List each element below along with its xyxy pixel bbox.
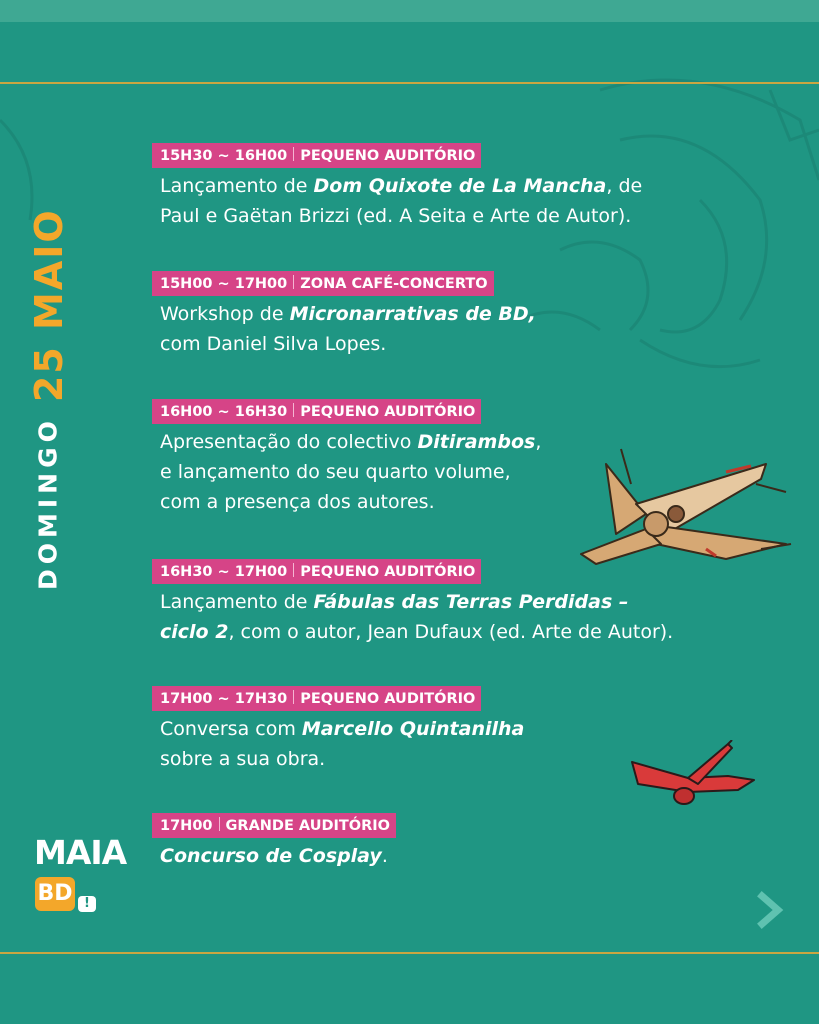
starfighter-illustration xyxy=(576,444,796,584)
event-title: Concurso de Cosplay xyxy=(160,845,382,867)
event-title: Ditirambos xyxy=(417,431,536,453)
event-time-tag xyxy=(152,271,494,296)
maia-bd-logo xyxy=(34,833,127,924)
event-description: Conversa com Marcello Quintanilha sobre a sua obra. xyxy=(160,718,525,770)
event-title: Dom Quixote de La Mancha xyxy=(313,175,607,197)
event-item xyxy=(152,686,524,774)
event-description: Workshop de Micronarrativas de BD, com Daniel Silva Lopes. xyxy=(160,303,536,355)
event-location: PEQUENO AUDITÓRIO xyxy=(300,404,476,420)
logo-bd-badge: BD xyxy=(35,877,75,911)
event-description: Concurso de Cosplay. xyxy=(160,845,388,867)
event-time-tag xyxy=(152,813,396,838)
date-heading xyxy=(26,208,71,590)
event-title: Fábulas das Terras Perdidas – xyxy=(313,591,629,613)
date: 25 MAIO xyxy=(26,208,71,403)
event-location: PEQUENO AUDITÓRIO xyxy=(300,564,476,580)
event-time: 16H30 ~ 17H00 xyxy=(160,564,288,580)
event-item xyxy=(152,813,396,871)
event-time: 16H00 ~ 16H30 xyxy=(160,404,288,420)
event-location: PEQUENO AUDITÓRIO xyxy=(300,148,476,164)
event-time-tag xyxy=(152,686,481,711)
event-description: Lançamento de Fábulas das Terras Perdidas – ciclo 2, com o autor, Jean Dufaux (ed. Arte de Autor). xyxy=(160,591,674,643)
event-location: GRANDE AUDITÓRIO xyxy=(225,818,390,834)
event-location: ZONA CAFÉ-CONCERTO xyxy=(300,276,488,292)
red-spaceship-illustration xyxy=(628,740,760,814)
event-time-tag xyxy=(152,559,481,584)
event-description: Lançamento de Dom Quixote de La Mancha, de Paul e Gaëtan Brizzi (ed. A Seita e Arte de Autor). xyxy=(160,175,643,227)
event-title: Marcello Quintanilha xyxy=(301,718,525,740)
event-time-tag xyxy=(152,399,481,424)
event-item xyxy=(152,143,642,231)
logo-speech-bubble: ! xyxy=(78,896,96,912)
event-time: 15H00 ~ 17H00 xyxy=(160,276,288,292)
event-time: 15H30 ~ 16H00 xyxy=(160,148,288,164)
event-item xyxy=(152,399,541,517)
day-of-week: DOMINGO xyxy=(33,416,63,590)
top-divider xyxy=(0,82,819,84)
event-time-tag xyxy=(152,143,481,168)
event-description: Apresentação do colectivo Ditirambos, e lançamento do seu quarto volume, com a presença dos autores. xyxy=(160,431,542,513)
bottom-divider xyxy=(0,952,819,954)
event-time: 17H00 xyxy=(160,818,213,834)
event-item xyxy=(152,271,536,359)
event-title: Micronarrativas de BD, xyxy=(289,303,536,325)
event-location: PEQUENO AUDITÓRIO xyxy=(300,691,476,707)
logo-maia-text: MAIA xyxy=(34,833,127,872)
chevron-right-icon[interactable] xyxy=(754,890,788,930)
event-time: 17H00 ~ 17H30 xyxy=(160,691,288,707)
